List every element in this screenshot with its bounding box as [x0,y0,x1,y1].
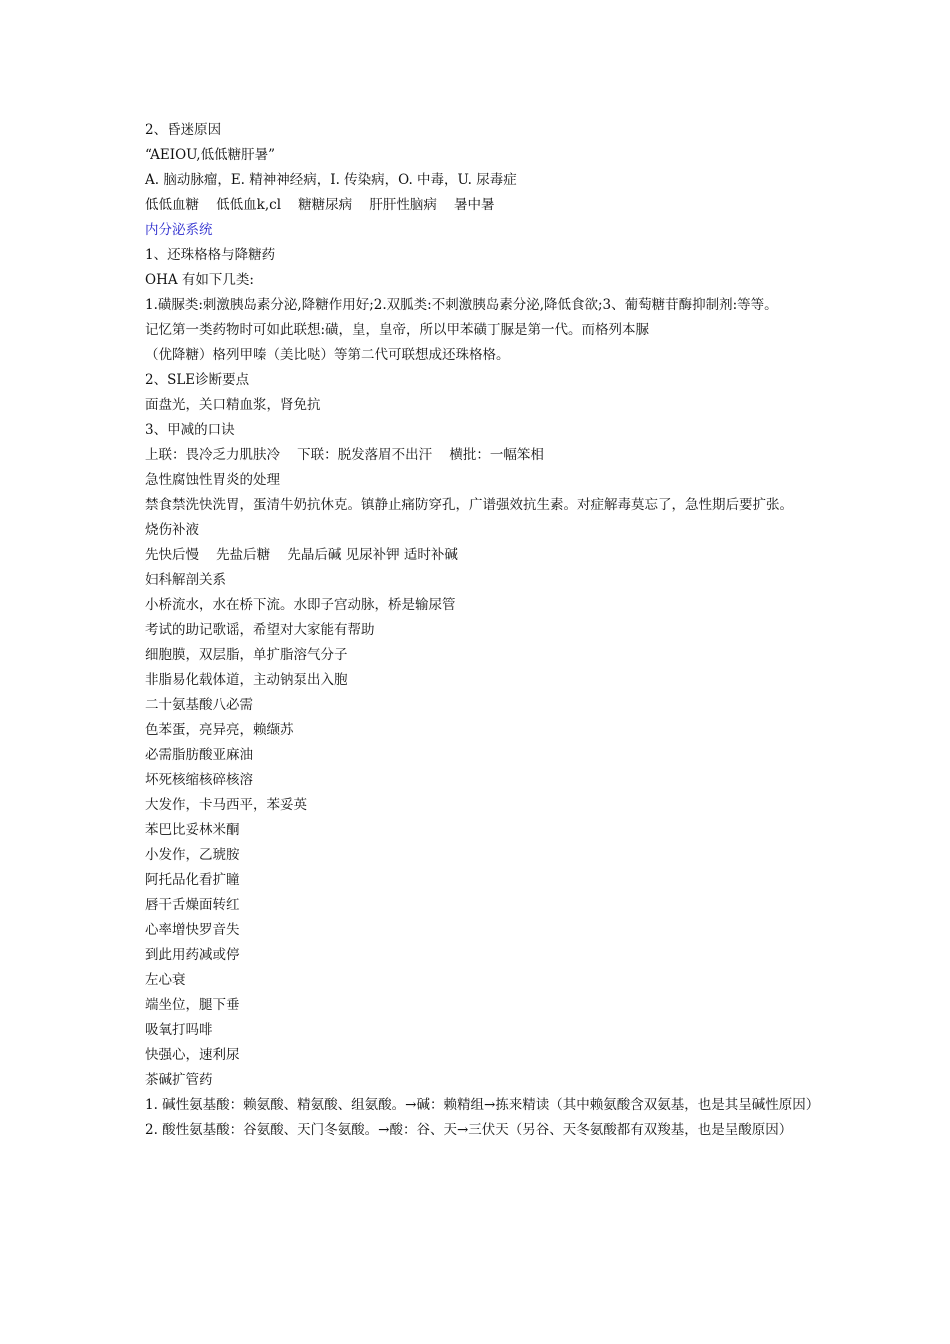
text-line: 1. 碱性氨基酸：赖氨酸、精氨酸、组氨酸。→碱：赖精组→拣来精读（其中赖氨酸含双氨基，也是其呈碱性原因） [145,1097,820,1113]
text-line: 坏死核缩核碎核溶 [145,772,253,788]
text-line: 吸氧打吗啡 [145,1022,213,1038]
text-line: 2、SLE诊断要点 [145,372,250,388]
text-line: 左心衰 [145,972,186,988]
text-line: 低低血糖 低低血k,cl 糖糖尿病 肝肝性脑病 暑中暑 [145,197,495,213]
text-line: 唇干舌燥面转红 [145,897,240,913]
text-line: 非脂易化载体道，主动钠泵出入胞 [145,672,348,688]
text-line: 1、还珠格格与降糖药 [145,247,276,263]
text-line: 快强心，速利尿 [145,1047,240,1063]
text-line: OHA 有如下几类: [145,272,254,288]
text-line: 阿托品化看扩瞳 [145,872,240,888]
text-line: 面盘光，关口精血浆，肾免抗 [145,397,321,413]
text-line: 大发作，卡马西平，苯妥英 [145,797,307,813]
text-line: 苯巴比妥林米酮 [145,822,240,838]
text-line: 2、昏迷原因 [145,122,222,138]
text-line: 2. 酸性氨基酸：谷氨酸、天门冬氨酸。→酸：谷、天→三伏天（另谷、天冬氨酸都有双羧基，也是呈酸原因） [145,1122,793,1138]
text-line: 上联：畏冷乏力肌肤冷 下联：脱发落眉不出汗 横批：一幅笨相 [145,447,544,463]
text-line: A. 脑动脉瘤，E. 精神神经病，I. 传染病，O. 中毒，U. 尿毒症 [145,172,517,188]
text-line: 端坐位，腿下垂 [145,997,240,1013]
text-line: （优降糖）格列甲嗪（美比哒）等第二代可联想成还珠格格。 [145,347,510,363]
text-line: 烧伤补液 [145,522,199,538]
text-line: 必需脂肪酸亚麻油 [145,747,253,763]
text-line: 妇科解剖关系 [145,572,226,588]
text-line: 考试的助记歌谣，希望对大家能有帮助 [145,622,375,638]
document-body [145,118,820,1143]
text-line: “AEIOU,低低糖肝暑” [145,147,275,163]
text-line: 1.磺脲类:刺激胰岛素分泌,降糖作用好;2.双胍类:不刺激胰岛素分泌,降低食欲;3、葡萄糖苷酶抑制剂:等等。 [145,297,778,313]
text-line: 细胞膜，双层脂，单扩脂溶气分子 [145,647,348,663]
text-line: 小桥流水，水在桥下流。水即子宫动脉，桥是输尿管 [145,597,456,613]
text-line: 到此用药减或停 [145,947,240,963]
text-line: 先快后慢 先盐后糖 先晶后碱 见尿补钾 适时补碱 [145,547,458,563]
text-line: 急性腐蚀性胃炎的处理 [145,472,280,488]
text-line: 茶碱扩管药 [145,1072,213,1088]
text-line: 色苯蛋，亮异亮，赖缬苏 [145,722,294,738]
text-line: 二十氨基酸八必需 [145,697,253,713]
text-line: 小发作，乙琥胺 [145,847,240,863]
section-heading[interactable]: 内分泌系统 [145,222,213,238]
text-line: 心率增快罗音失 [145,922,240,938]
text-line: 3、甲减的口诀 [145,422,235,438]
text-line: 记忆第一类药物时可如此联想:磺，皇，皇帝，所以甲苯磺丁脲是第一代。而格列本脲 [145,322,650,338]
text-line: 禁食禁洗快洗胃，蛋清牛奶抗休克。镇静止痛防穿孔，广谱强效抗生素。对症解毒莫忘了，急性期后要扩张。 [145,497,793,513]
